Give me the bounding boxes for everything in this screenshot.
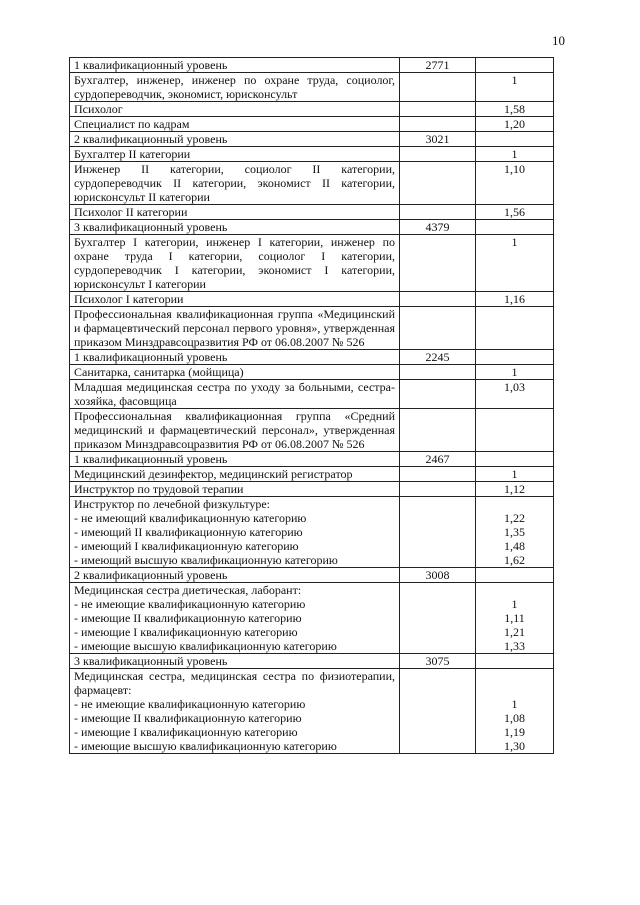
coefficient-line: 1,30 bbox=[504, 739, 525, 753]
table-row bbox=[70, 147, 554, 162]
salary-cell bbox=[400, 102, 476, 117]
position-text: Санитарка, санитарка (мойщица) bbox=[74, 365, 244, 379]
table-row bbox=[70, 497, 554, 568]
position-cell bbox=[70, 147, 400, 162]
table-row bbox=[70, 482, 554, 497]
table-row bbox=[70, 583, 554, 654]
coefficient-cell bbox=[476, 220, 554, 235]
position-cell bbox=[70, 307, 400, 350]
salary-cell bbox=[400, 583, 476, 654]
coefficient-value: 1,58 bbox=[504, 102, 525, 116]
coefficient-cell bbox=[476, 482, 554, 497]
position-cell bbox=[70, 654, 400, 669]
position-line: - не имеющие квалификационную категорию bbox=[74, 697, 306, 711]
position-line: - не имеющий квалификационную категорию bbox=[74, 511, 307, 525]
coefficient-value: 1 bbox=[511, 235, 518, 249]
position-cell bbox=[70, 102, 400, 117]
salary-cell bbox=[400, 452, 476, 467]
salary-value: 3075 bbox=[425, 654, 450, 668]
table-row bbox=[70, 350, 554, 365]
salary-cell bbox=[400, 380, 476, 409]
position-cell bbox=[70, 568, 400, 583]
position-text: 2 квалификационный уровень bbox=[74, 132, 228, 146]
table-row bbox=[70, 380, 554, 409]
table-row bbox=[70, 220, 554, 235]
coefficient-cell bbox=[476, 307, 554, 350]
table-row bbox=[70, 467, 554, 482]
salary-cell bbox=[400, 235, 476, 292]
position-line: - имеющие I квалификационную категорию bbox=[74, 725, 298, 739]
position-text: Специалист по кадрам bbox=[74, 117, 190, 131]
coefficient-value: 1,20 bbox=[504, 117, 525, 131]
coefficient-cell bbox=[476, 58, 554, 73]
salary-cell bbox=[400, 365, 476, 380]
position-text: 1 квалификационный уровень bbox=[74, 350, 228, 364]
table-row bbox=[70, 132, 554, 147]
coefficient-cell bbox=[476, 583, 554, 654]
coefficient-cell bbox=[476, 380, 554, 409]
position-cell bbox=[70, 292, 400, 307]
coefficient-cell bbox=[476, 292, 554, 307]
salary-cell bbox=[400, 162, 476, 205]
table-row bbox=[70, 162, 554, 205]
coefficient-line: 1 bbox=[511, 697, 518, 711]
position-line: - имеющий II квалификационную категорию bbox=[74, 525, 303, 539]
coefficient-cell bbox=[476, 467, 554, 482]
position-cell bbox=[70, 117, 400, 132]
position-cell bbox=[70, 365, 400, 380]
position-text: 3 квалификационный уровень bbox=[74, 220, 228, 234]
coefficient-cell bbox=[476, 235, 554, 292]
position-cell bbox=[70, 58, 400, 73]
position-cell bbox=[70, 380, 400, 409]
salary-value: 2771 bbox=[425, 58, 450, 72]
salary-cell bbox=[400, 73, 476, 102]
table-row bbox=[70, 568, 554, 583]
coefficient-value: 1,03 bbox=[504, 380, 525, 394]
position-text: Профессиональная квалификационная группа «Медицинский и фармацевтический персонал первого уровня», утвержденная приказом Минздравсоцразвития РФ от 06.08.2007 № 526 bbox=[74, 307, 395, 349]
table-row bbox=[70, 73, 554, 102]
position-line: Медицинская сестра диетическая, лаборант: bbox=[74, 583, 302, 597]
position-cell bbox=[70, 409, 400, 452]
salary-cell bbox=[400, 58, 476, 73]
coefficient-cell bbox=[476, 73, 554, 102]
table-row bbox=[70, 117, 554, 132]
position-cell bbox=[70, 220, 400, 235]
coefficient-cell bbox=[476, 409, 554, 452]
coefficient-value: 1 bbox=[511, 147, 518, 161]
coefficient-line: 1,48 bbox=[504, 539, 525, 553]
salary-value: 4379 bbox=[425, 220, 450, 234]
position-cell bbox=[70, 482, 400, 497]
position-line: - имеющие I квалификационную категорию bbox=[74, 625, 298, 639]
coefficient-cell bbox=[476, 205, 554, 220]
table-row bbox=[70, 292, 554, 307]
position-text: Психолог II категории bbox=[74, 205, 188, 219]
coefficient-line: 1 bbox=[511, 597, 518, 611]
position-text: Инструктор по трудовой терапии bbox=[74, 482, 244, 496]
salary-cell bbox=[400, 654, 476, 669]
coefficient-line: 1,35 bbox=[504, 525, 525, 539]
coefficient-value: 1,12 bbox=[504, 482, 525, 496]
position-cell bbox=[70, 162, 400, 205]
salary-value: 2467 bbox=[425, 452, 450, 466]
coefficient-cell bbox=[476, 669, 554, 754]
coefficient-value: 1,56 bbox=[504, 205, 525, 219]
coefficient-value: 1 bbox=[511, 365, 518, 379]
position-line: Инструктор по лечебной физкультуре: bbox=[74, 497, 270, 511]
position-text: Бухгалтер, инженер, инженер по охране труда, социолог, сурдопереводчик, экономист, юрисконсульт bbox=[74, 73, 395, 101]
salary-cell bbox=[400, 147, 476, 162]
coefficient-value: 1 bbox=[511, 73, 518, 87]
salary-cell bbox=[400, 292, 476, 307]
position-cell bbox=[70, 132, 400, 147]
coefficient-line: 1,11 bbox=[504, 611, 525, 625]
salary-cell bbox=[400, 132, 476, 147]
page-number: 10 bbox=[552, 33, 565, 48]
coefficient-line bbox=[480, 583, 549, 597]
position-text: Бухгалтер I категории, инженер I категории, инженер по охране труда I категории, социолог I категории, сурдопереводчик I категории, экономист I категории, юрисконсульт I категории bbox=[74, 235, 395, 291]
table-row bbox=[70, 452, 554, 467]
table-row bbox=[70, 102, 554, 117]
table-row bbox=[70, 307, 554, 350]
coefficient-cell bbox=[476, 132, 554, 147]
table-row bbox=[70, 58, 554, 73]
position-text: Инженер II категории, социолог II категории, сурдопереводчик II категории, экономист II категории, юрисконсульт II категории bbox=[74, 162, 395, 204]
coefficient-cell bbox=[476, 117, 554, 132]
position-cell bbox=[70, 350, 400, 365]
position-cell bbox=[70, 669, 400, 754]
position-cell bbox=[70, 235, 400, 292]
salary-cell bbox=[400, 497, 476, 568]
salary-value: 3021 bbox=[425, 132, 450, 146]
coefficient-line: 1,62 bbox=[504, 553, 525, 567]
coefficient-line: 1,33 bbox=[504, 639, 525, 653]
position-cell bbox=[70, 452, 400, 467]
position-text: Профессиональная квалификационная группа «Средний медицинский и фармацевтический персонал», утвержденная приказом Минздравсоцразвития РФ от 06.08.2007 № 526 bbox=[74, 409, 395, 451]
coefficient-value: 1,16 bbox=[504, 292, 525, 306]
position-text: 2 квалификационный уровень bbox=[74, 568, 228, 582]
coefficient-cell bbox=[476, 147, 554, 162]
position-line: - имеющие высшую квалификационную категорию bbox=[74, 639, 337, 653]
position-text: 3 квалификационный уровень bbox=[74, 654, 228, 668]
coefficient-line bbox=[480, 497, 549, 511]
salary-value: 2245 bbox=[425, 350, 450, 364]
coefficient-line: 1,19 bbox=[504, 725, 525, 739]
coefficient-cell bbox=[476, 497, 554, 568]
position-text: Младшая медицинская сестра по уходу за больными, сестра-хозяйка, фасовщица bbox=[74, 380, 395, 408]
coefficient-cell bbox=[476, 452, 554, 467]
position-cell bbox=[70, 73, 400, 102]
coefficient-line bbox=[480, 683, 549, 697]
salary-value: 3008 bbox=[425, 568, 450, 582]
table-row bbox=[70, 365, 554, 380]
table-row bbox=[70, 654, 554, 669]
salary-cell bbox=[400, 568, 476, 583]
salary-cell bbox=[400, 482, 476, 497]
position-line: - имеющий I квалификационную категорию bbox=[74, 539, 299, 553]
coefficient-value: 1 bbox=[511, 467, 518, 481]
position-cell bbox=[70, 497, 400, 568]
coefficient-line: 1,08 bbox=[504, 711, 525, 725]
coefficient-cell bbox=[476, 350, 554, 365]
salary-cell bbox=[400, 467, 476, 482]
salary-cell bbox=[400, 307, 476, 350]
position-line: - имеющие высшую квалификационную категорию bbox=[74, 739, 337, 753]
salary-cell bbox=[400, 669, 476, 754]
table-row bbox=[70, 669, 554, 754]
coefficient-line: 1,22 bbox=[504, 511, 525, 525]
salary-cell bbox=[400, 409, 476, 452]
position-line: - имеющие II квалификационную категорию bbox=[74, 611, 302, 625]
position-text: Психолог I категории bbox=[74, 292, 184, 306]
qualification-table bbox=[69, 57, 554, 754]
coefficient-line: 1,21 bbox=[504, 625, 525, 639]
table-row bbox=[70, 409, 554, 452]
position-line: Медицинская сестра, медицинская сестра по физиотерапии, фармацевт: bbox=[74, 669, 395, 697]
table-row bbox=[70, 205, 554, 220]
position-cell bbox=[70, 467, 400, 482]
coefficient-cell bbox=[476, 365, 554, 380]
coefficient-line bbox=[480, 669, 549, 683]
salary-cell bbox=[400, 117, 476, 132]
salary-cell bbox=[400, 220, 476, 235]
position-text: 1 квалификационный уровень bbox=[74, 58, 228, 72]
position-text: 1 квалификационный уровень bbox=[74, 452, 228, 466]
salary-cell bbox=[400, 205, 476, 220]
position-cell bbox=[70, 583, 400, 654]
table-row bbox=[70, 235, 554, 292]
position-text: Психолог bbox=[74, 102, 123, 116]
coefficient-cell bbox=[476, 568, 554, 583]
coefficient-value: 1,10 bbox=[504, 162, 525, 176]
coefficient-cell bbox=[476, 102, 554, 117]
position-line: - имеющий высшую квалификационную категорию bbox=[74, 553, 338, 567]
position-line: - имеющие II квалификационную категорию bbox=[74, 711, 302, 725]
position-text: Медицинский дезинфектор, медицинский регистратор bbox=[74, 467, 353, 481]
position-cell bbox=[70, 205, 400, 220]
position-line: - не имеющие квалификационную категорию bbox=[74, 597, 306, 611]
salary-cell bbox=[400, 350, 476, 365]
coefficient-cell bbox=[476, 654, 554, 669]
position-text: Бухгалтер II категории bbox=[74, 147, 191, 161]
coefficient-cell bbox=[476, 162, 554, 205]
